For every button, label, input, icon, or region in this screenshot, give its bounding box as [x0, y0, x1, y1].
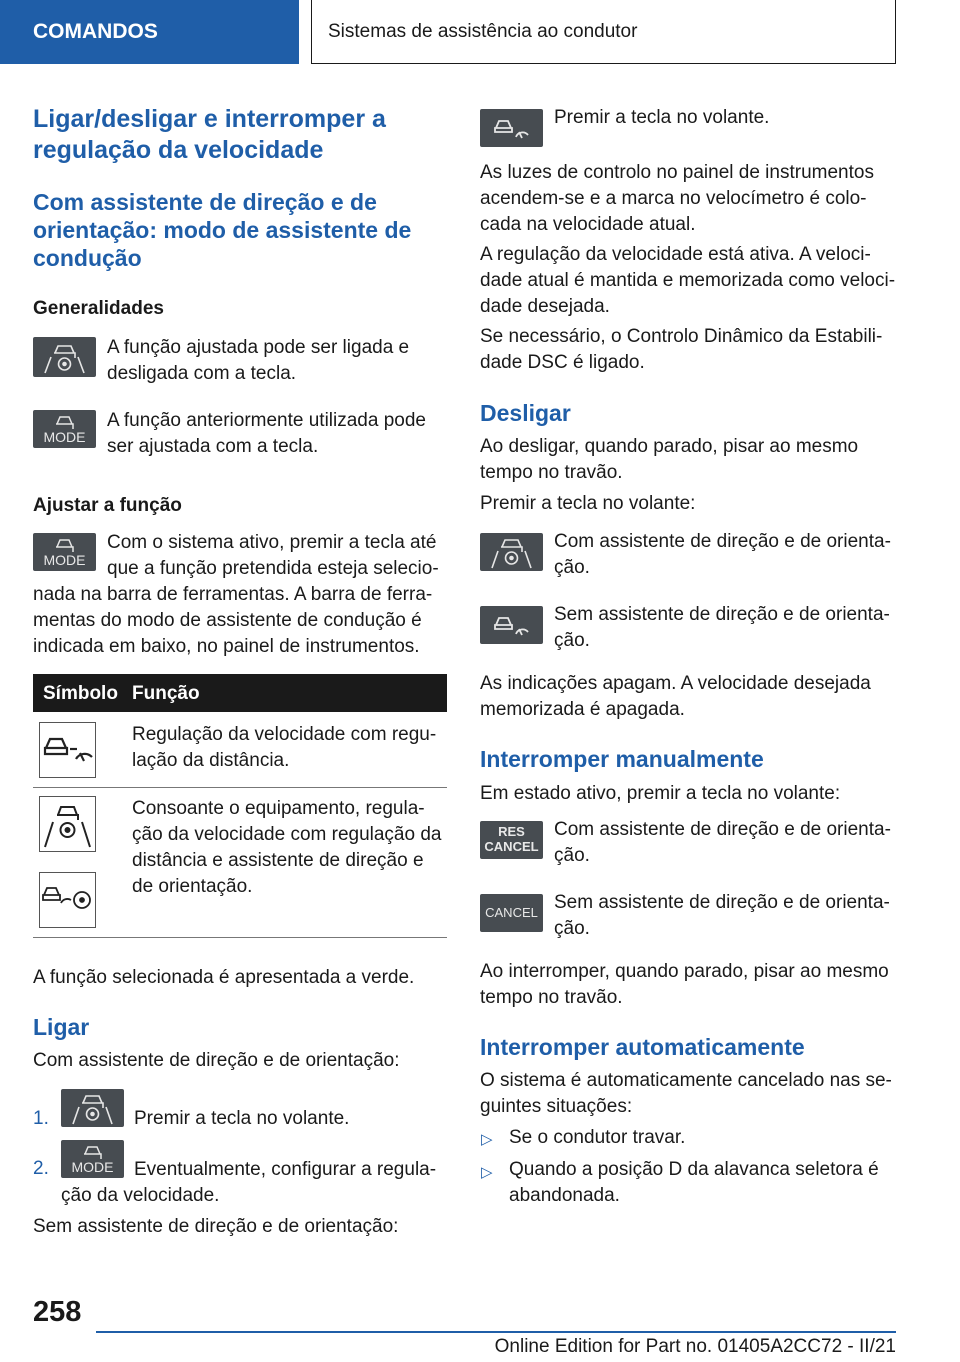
cancel-key-icon: [480, 894, 543, 932]
step-2-text-cont: ção da velocidade.: [61, 1185, 220, 1206]
chapter-box: [311, 0, 896, 64]
row2-line: Consoante o equipamento, regula-: [132, 798, 425, 819]
selected-note: A função selecionada é apresentada a verde.: [33, 967, 415, 988]
r-line: guintes situações:: [480, 1096, 633, 1117]
mode-key-label: MODE: [43, 429, 86, 445]
res-key-label: RES: [498, 824, 525, 839]
r-line: Se necessário, o Controlo Dinâmico da Estabili-: [480, 326, 883, 347]
r-line: abandonada.: [509, 1185, 620, 1206]
row2-line: distância e assistente de direção e: [132, 850, 424, 871]
mode-key-icon: [33, 410, 96, 448]
ligar-without-text: Sem assistente de direção e de orientação:: [33, 1216, 399, 1237]
r-line: A regulação da velocidade está ativa. A veloci-: [480, 244, 871, 265]
step-number: 2.: [33, 1158, 49, 1179]
assist-key-icon: [480, 533, 543, 571]
bullet-1-text: Se o condutor travar.: [509, 1127, 686, 1148]
page-title: [33, 104, 386, 166]
cruise-key-icon: [480, 606, 543, 644]
int-man-with: [554, 817, 891, 869]
desligar-para-1: [480, 434, 858, 486]
assist-key-icon: [33, 337, 96, 377]
r-line: ção.: [554, 630, 590, 651]
r-line: Quando a posição D da alavanca seletora é: [509, 1159, 879, 1180]
interromper-auto-heading: Interromper automaticamente: [480, 1034, 805, 1060]
ajustar-line: Com o sistema ativo, premir a tecla até: [107, 532, 437, 553]
gen2-line: A função anteriormente utilizada pode: [107, 410, 426, 431]
section-tab: [0, 0, 299, 64]
r-line: dade desejada.: [480, 296, 610, 317]
ajustar-line: indicada em baixo, no painel de instrumentos.: [33, 636, 420, 657]
r-line: ção.: [554, 845, 590, 866]
int-auto-para: [480, 1068, 892, 1120]
ajustar-line: que a função pretendida esteja selecio-: [107, 558, 439, 579]
gen1-line: A função ajustada pode ser ligada e: [107, 337, 410, 358]
edition-note: Online Edition for Part no. 01405A2CC72 - II/21: [494, 1336, 896, 1357]
row2-line: de orientação.: [132, 876, 253, 897]
r-line: dade DSC é ligado.: [480, 352, 645, 373]
r-para-1: [480, 160, 874, 238]
bullet-triangle-icon: ▷: [481, 1131, 493, 1148]
ajustar-heading: Ajustar a função: [33, 495, 182, 516]
ajustar-text-a: [107, 530, 439, 582]
chapter-label: Sistemas de assistência ao condutor: [328, 20, 638, 42]
cancel-key-label: CANCEL: [484, 839, 539, 854]
table-divider: [33, 787, 447, 788]
press-text: Premir a tecla no volante.: [554, 107, 770, 128]
bullet-triangle-icon: ▷: [481, 1164, 493, 1181]
bullet-2-text: [509, 1157, 879, 1209]
int-man-without: [554, 890, 890, 942]
title-line-1: Ligar/desligar e interromper a: [33, 105, 386, 133]
desligar-without: [554, 602, 890, 654]
page-number: 258: [33, 1296, 82, 1328]
mode-key-label: MODE: [71, 1159, 114, 1175]
table-col-function: Função: [132, 683, 200, 704]
row1-line: lação da distância.: [132, 750, 290, 771]
r-line: Com assistente de direção e de orienta-: [554, 531, 891, 552]
r-line: tempo no travão.: [480, 462, 623, 483]
desligar-with: [554, 529, 891, 581]
step-number: 1.: [33, 1108, 49, 1129]
steering-assist-icon: [39, 796, 96, 852]
r-line: Com assistente de direção e de orienta-: [554, 819, 891, 840]
step-1-text: Premir a tecla no volante.: [134, 1108, 350, 1129]
cruise-distance-icon: [39, 722, 96, 778]
gen2-line: ser ajustada com a tecla.: [107, 436, 319, 457]
r-line: As luzes de controlo no painel de instrumentos: [480, 162, 874, 183]
interromper-manual-heading: Interromper manualmente: [480, 746, 764, 772]
title-line-2: regulação da velocidade: [33, 136, 324, 164]
r-line: memorizada é apagada.: [480, 699, 685, 720]
gen1-line: desligada com a tecla.: [107, 363, 297, 384]
r-line: Sem assistente de direção e de orienta-: [554, 892, 890, 913]
res-cancel-key-icon: [480, 821, 543, 859]
row2-line: ção da velocidade com regulação da: [132, 824, 442, 845]
int-man-para-1: Em estado ativo, premir a tecla no volante:: [480, 783, 841, 804]
desligar-heading: Desligar: [480, 400, 571, 426]
r-line: As indicações apagam. A velocidade desejada: [480, 673, 871, 694]
r-line: Ao desligar, quando parado, pisar ao mesmo: [480, 436, 859, 457]
cruise-key-icon: [480, 109, 543, 147]
ajustar-line: nada na barra de ferramentas. A barra de ferra-: [33, 584, 433, 605]
desligar-para-3: [480, 671, 871, 723]
table-row-1-text: [132, 722, 436, 774]
subtitle-line-1: Com assistente de direção e de: [33, 189, 377, 215]
r-line: ção.: [554, 918, 590, 939]
table-header: [33, 674, 447, 712]
ligar-with-text: Com assistente de direção e de orientação:: [33, 1050, 400, 1071]
section-label: COMANDOS: [33, 20, 158, 43]
r-line: tempo no travão.: [480, 987, 623, 1008]
step-2-text: Eventualmente, configurar a regula-: [134, 1159, 437, 1180]
subtitle-line-2: orientação: modo de assistente de: [33, 217, 412, 243]
gen2-text: [107, 408, 426, 460]
r-line: ção.: [554, 557, 590, 578]
mode-key-icon: [61, 1140, 124, 1178]
generalidades-heading: Generalidades: [33, 298, 164, 319]
int-man-para-2: [480, 959, 889, 1011]
row1-line: Regulação da velocidade com regu-: [132, 724, 437, 745]
r-para-3: [480, 324, 882, 376]
mode-key-icon: [33, 533, 96, 571]
r-line: acendem-se e a marca no velocímetro é colo-: [480, 188, 867, 209]
mode-key-label: MODE: [43, 552, 86, 568]
table-col-symbol: Símbolo: [43, 683, 118, 704]
table-divider: [33, 937, 447, 938]
gen1-text: [107, 335, 409, 387]
footer-rule: [96, 1331, 896, 1333]
r-line: Sem assistente de direção e de orienta-: [554, 604, 890, 625]
cruise-steering-icon: [39, 872, 96, 928]
desligar-para-2: Premir a tecla no volante:: [480, 493, 696, 514]
r-line: O sistema é automaticamente cancelado nas se-: [480, 1070, 892, 1091]
r-line: Ao interromper, quando parado, pisar ao mesmo: [480, 961, 889, 982]
cancel-key-label: CANCEL: [485, 905, 538, 920]
r-line: dade atual é mantida e memorizada como veloci-: [480, 270, 896, 291]
subsection-title: [33, 188, 411, 272]
ajustar-line: mentas do modo de assistente de condução é: [33, 610, 422, 631]
r-para-2: [480, 242, 895, 320]
r-line: cada na velocidade atual.: [480, 214, 696, 235]
ligar-heading: Ligar: [33, 1014, 90, 1040]
ajustar-text-b: [33, 582, 432, 660]
table-row-2-text: [132, 796, 441, 900]
subtitle-line-3: condução: [33, 245, 142, 271]
assist-key-icon: [61, 1089, 124, 1127]
